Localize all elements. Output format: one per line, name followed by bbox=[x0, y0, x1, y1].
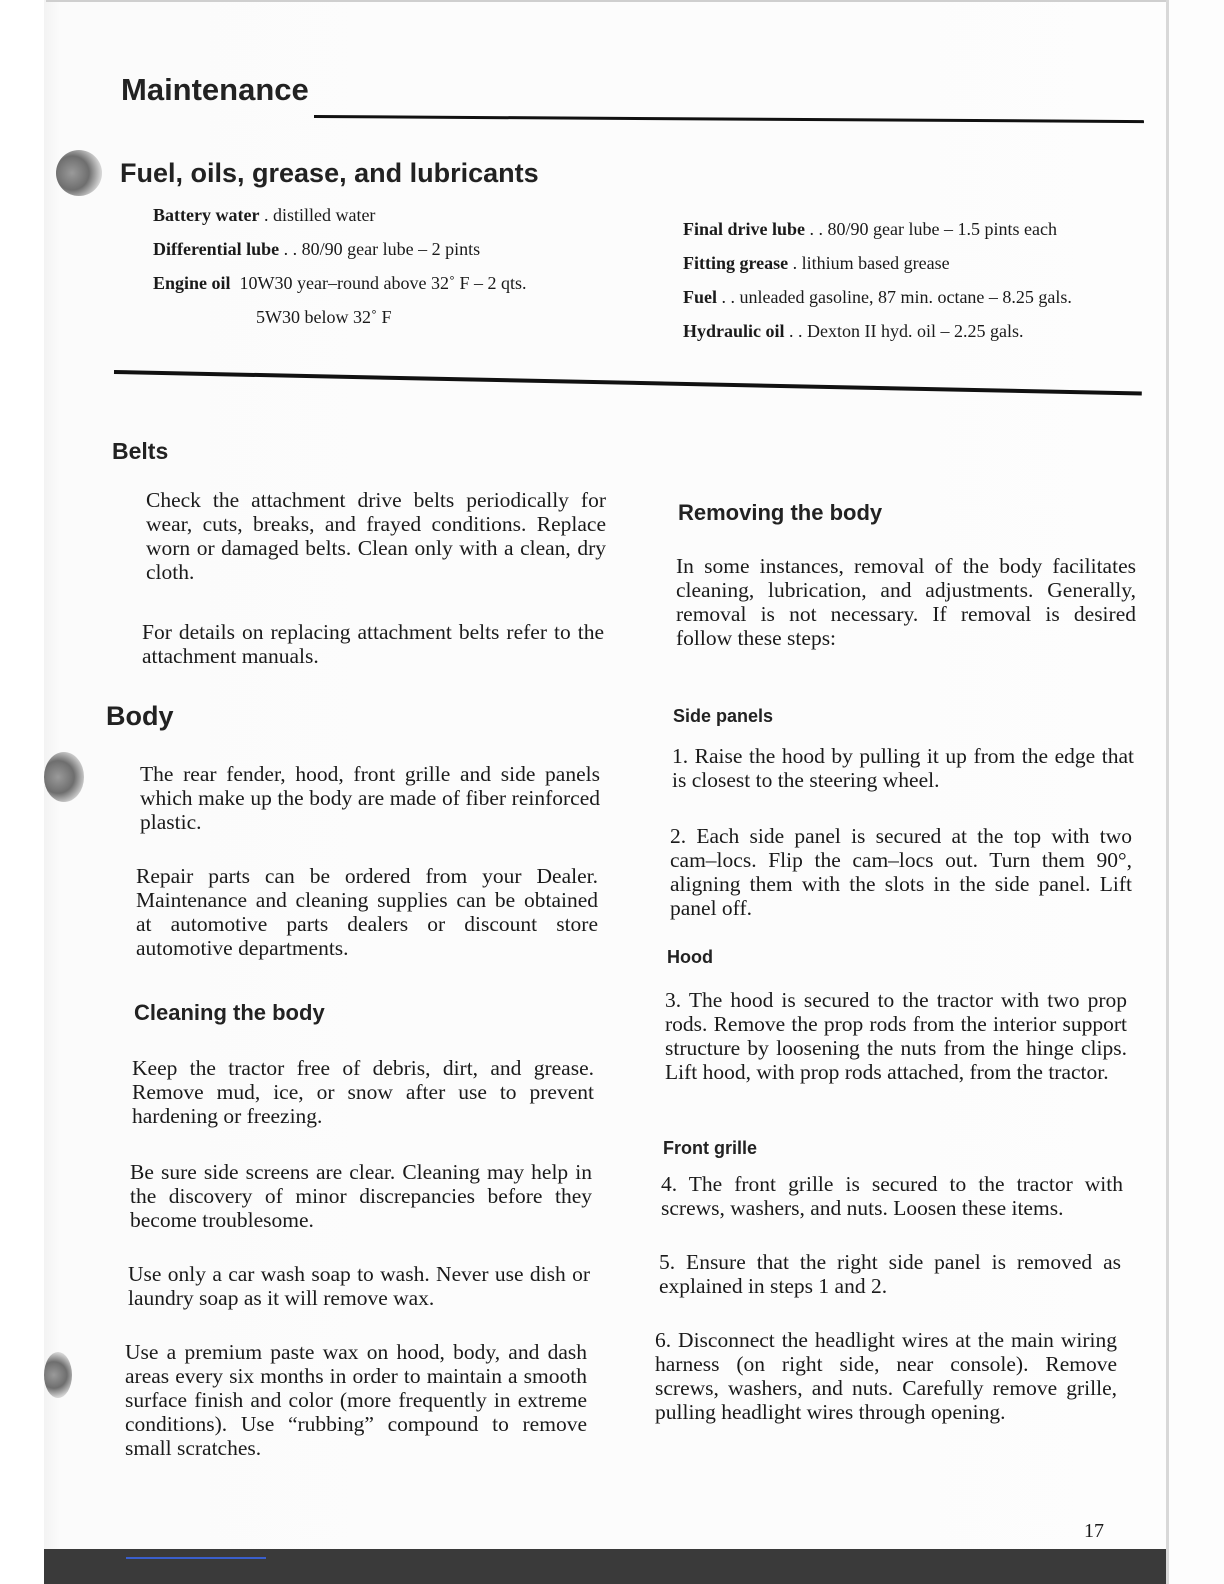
cleaning-paragraph-1: Keep the tractor free of debris, dirt, and grease. Remove mud, ice, or snow after use to prevent hardening or freezing. bbox=[132, 1056, 594, 1128]
step-6: 6. Disconnect the headlight wires at the main wiring harness (on right side, near console). Remove screws, washers, and nuts. Carefully remove grille, pulling headlight wires through opening. bbox=[655, 1328, 1117, 1424]
cleaning-paragraph-4: Use a premium paste wax on hood, body, and dash areas every six months in order to maintain a smooth surface finish and color (more frequently in extreme conditions). Use “rubbing” compound to remove small scratches. bbox=[125, 1340, 587, 1460]
step-1: 1. Raise the hood by pulling it up from the edge that is closest to the steering wheel. bbox=[672, 744, 1134, 792]
fuel-row-fitting: Fitting grease . lithium based grease bbox=[683, 253, 950, 273]
belts-paragraph-2: For details on replacing attachment belts refer to the attachment manuals. bbox=[142, 620, 604, 668]
hood-heading: Hood bbox=[667, 947, 713, 967]
removing-heading: Removing the body bbox=[678, 500, 883, 525]
fuel-row-engine-oil-2: 5W30 below 32˚ F bbox=[256, 307, 392, 327]
fuel-row-fuel: Fuel . . unleaded gasoline, 87 min. octane – 8.25 gals. bbox=[683, 287, 1072, 307]
fuel-row-final-drive: Final drive lube . . 80/90 gear lube – 1.5 pints each bbox=[683, 219, 1057, 239]
cleaning-paragraph-2: Be sure side screens are clear. Cleaning may help in the discovery of minor discrepancies before they become troublesome. bbox=[130, 1160, 592, 1232]
removing-intro: In some instances, removal of the body facilitates cleaning, lubrication, and adjustments. Generally, removal is not necessary. If removal is desired follow these steps: bbox=[676, 554, 1136, 650]
scan-top-edge bbox=[46, 0, 1166, 2]
fuel-row-battery: Battery water . distilled water bbox=[153, 205, 376, 225]
body-paragraph-2: Repair parts can be ordered from your Dealer. Maintenance and cleaning supplies can be obtained at automotive parts dealers or discount store automotive departments. bbox=[136, 864, 598, 960]
belts-paragraph-1: Check the attachment drive belts periodically for wear, cuts, breaks, and frayed conditions. Replace worn or damaged belts. Clean only with a clean, dry cloth. bbox=[146, 488, 606, 584]
scan-bottom-bar bbox=[44, 1549, 1166, 1584]
step-5: 5. Ensure that the right side panel is removed as explained in steps 1 and 2. bbox=[659, 1250, 1121, 1298]
binder-hole-top bbox=[56, 150, 102, 196]
fuel-row-hydraulic: Hydraulic oil . . Dexton II hyd. oil – 2.25 gals. bbox=[683, 321, 1024, 341]
fuel-heading: Fuel, oils, grease, and lubricants bbox=[120, 158, 539, 188]
fuel-section-rule bbox=[114, 370, 1142, 396]
title-rule bbox=[314, 115, 1144, 123]
page-title: Maintenance bbox=[121, 72, 309, 107]
scan-right-edge bbox=[1166, 0, 1169, 1584]
belts-heading: Belts bbox=[112, 438, 169, 464]
fuel-table-left bbox=[153, 204, 613, 336]
binder-hole-middle bbox=[44, 752, 84, 802]
step-3: 3. The hood is secured to the tractor with two prop rods. Remove the prop rods from the interior support structure by loosening the nuts from the hinge clips. Lift hood, with prop rods attached, from the tractor. bbox=[665, 988, 1127, 1084]
cleaning-paragraph-3: Use only a car wash soap to wash. Never use dish or laundry soap as it will remove wax. bbox=[128, 1262, 590, 1310]
binder-hole-bottom bbox=[44, 1352, 72, 1398]
side-panels-heading: Side panels bbox=[673, 706, 774, 726]
front-grille-heading: Front grille bbox=[663, 1138, 757, 1158]
body-heading: Body bbox=[106, 701, 174, 731]
body-paragraph-1: The rear fender, hood, front grille and side panels which make up the body are made of fiber reinforced plastic. bbox=[140, 762, 600, 834]
bottom-bar-accent bbox=[126, 1557, 266, 1559]
step-4: 4. The front grille is secured to the tractor with screws, washers, and nuts. Loosen these items. bbox=[661, 1172, 1123, 1220]
step-2: 2. Each side panel is secured at the top with two cam–locs. Flip the cam–locs out. Turn them 90°, aligning them with the slots in the side panel. Lift panel off. bbox=[670, 824, 1132, 920]
scan-left-margin bbox=[0, 0, 44, 1584]
page-number: 17 bbox=[1084, 1520, 1104, 1542]
fuel-row-differential: Differential lube . . 80/90 gear lube – 2 pints bbox=[153, 239, 481, 259]
cleaning-heading: Cleaning the body bbox=[134, 1000, 325, 1025]
fuel-table-right bbox=[683, 218, 1143, 354]
fuel-row-engine-oil: Engine oil 10W30 year–round above 32˚ F – 2 qts. bbox=[153, 273, 527, 293]
